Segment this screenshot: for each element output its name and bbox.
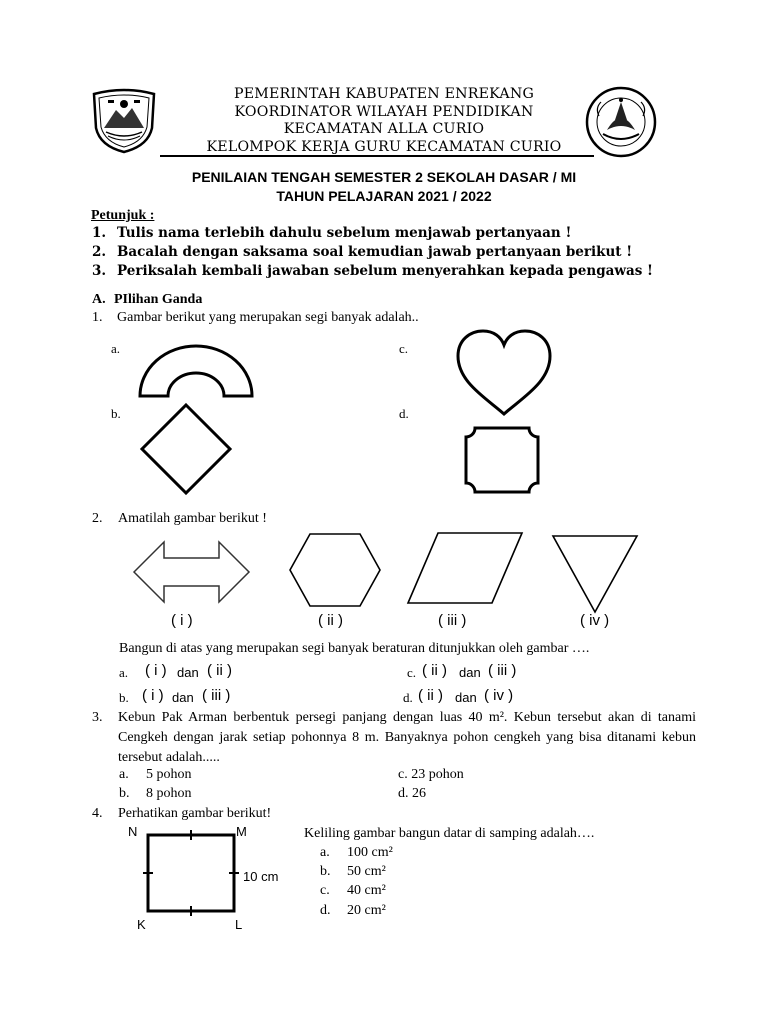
q4-option-d-letter: d.	[320, 903, 331, 918]
q4-corner-k: K	[137, 917, 146, 932]
q2-option-a-second: ( ii )	[207, 662, 232, 679]
q2-option-d-first: ( ii )	[418, 687, 443, 704]
q2-option-a-letter: a.	[119, 665, 129, 680]
q3-option-d: d. 26	[398, 786, 426, 801]
q1-option-b-label: b.	[111, 406, 121, 421]
q1-option-c-heart-shape	[456, 330, 552, 416]
question-4-number: 4.	[92, 806, 103, 821]
letterhead-line-3: KECAMATAN ALLA CURIO	[283, 121, 485, 137]
q4-square-figure	[146, 833, 236, 913]
q3-option-b: 8 pohon	[146, 786, 192, 801]
q4-corner-m: M	[236, 824, 247, 839]
instruction-item: 2. Bacalah dengan saksama soal kemudian jawab pertanyaan berikut !	[92, 244, 633, 260]
letterhead-line-1: PEMERINTAH KABUPATEN ENREKANG	[233, 86, 535, 102]
q4-corner-n: N	[128, 824, 138, 839]
question-3-text: Kebun Pak Arman berbentuk persegi panjang dengan luas 40 m². Kebun tersebut akan di tanami Cengkeh dengan jarak setiap pohonnya 8 m. Banyaknya pohon cengkeh yang bisa ditanami kebun tersebut adalah.....	[118, 710, 696, 765]
q2-option-d-second: ( iv )	[484, 687, 514, 704]
instructions-list	[92, 225, 653, 282]
exam-title: PENILAIAN TENGAH SEMESTER 2 SEKOLAH DASAR / MI	[191, 169, 577, 185]
q2-option-c-letter: c.	[407, 665, 417, 680]
q2-option-a-first: ( i )	[145, 662, 167, 679]
instructions-heading: Petunjuk :	[91, 208, 155, 223]
letterhead	[160, 86, 608, 156]
q4-option-b: 50 cm²	[347, 864, 386, 879]
q3-option-c: c. 23 pohon	[398, 767, 464, 782]
q2-parallelogram-shape	[406, 531, 524, 605]
q2-option-c-first: ( ii )	[422, 662, 447, 679]
q1-option-d-notched-rectangle-shape	[464, 426, 540, 494]
q2-question-text: Bangun di atas yang merupakan segi banyak beraturan ditunjukkan oleh gambar ….	[119, 641, 590, 656]
q1-option-c-label: c.	[399, 341, 409, 356]
section-label: A.	[92, 292, 106, 307]
q4-side-length-label: 10 cm	[243, 869, 279, 884]
q2-option-c-dan: dan	[459, 665, 481, 680]
q1-option-a-label: a.	[111, 341, 121, 356]
q4-option-d: 20 cm²	[347, 903, 386, 918]
question-1-text: Gambar berikut yang merupakan segi banyak adalah..	[117, 310, 419, 325]
q2-figure-label-i: ( i )	[171, 612, 193, 629]
question-2-text: Amatilah gambar berikut !	[118, 511, 267, 526]
q2-inverted-triangle-shape	[551, 534, 639, 614]
q2-figure-label-ii: ( ii )	[318, 612, 343, 629]
q2-option-a-dan: dan	[177, 665, 199, 680]
question-4-text: Perhatikan gambar berikut!	[118, 806, 272, 821]
q1-option-d-label: d.	[399, 406, 409, 421]
q2-option-d-letter: d.	[403, 690, 413, 705]
q4-option-c-letter: c.	[320, 883, 330, 898]
instruction-item: 1. Tulis nama terlebih dahulu sebelum menjawab pertanyaan !	[92, 225, 572, 241]
exam-year: TAHUN PELAJARAN 2021 / 2022	[276, 188, 492, 204]
letterhead-divider	[160, 155, 594, 157]
q1-option-a-arch-shape	[138, 344, 255, 398]
q2-option-b-second: ( iii )	[202, 687, 231, 704]
q1-option-b-diamond-shape	[140, 403, 232, 495]
regency-emblem-logo	[90, 88, 158, 154]
q2-option-c-second: ( iii )	[488, 662, 517, 679]
q4-option-c: 40 cm²	[347, 883, 386, 898]
letterhead-line-4: KELOMPOK KERJA GURU KECAMATAN CURIO	[206, 138, 562, 155]
question-3-number: 3.	[92, 710, 103, 725]
q4-question-text: Keliling gambar bangun datar di samping adalah….	[304, 826, 595, 841]
q2-figure-label-iv: ( iv )	[580, 612, 610, 629]
q3-option-b-letter: b.	[119, 786, 130, 801]
instruction-item: 3. Periksalah kembali jawaban sebelum menyerahkan kepada pengawas !	[92, 263, 653, 279]
letterhead-line-2: KOORDINATOR WILAYAH PENDIDIKAN	[234, 103, 534, 120]
q4-option-a-letter: a.	[320, 845, 330, 860]
q3-option-a-letter: a.	[119, 767, 129, 782]
q2-figure-label-iii: ( iii )	[438, 612, 467, 629]
q3-option-a: 5 pohon	[146, 767, 192, 782]
question-1-number: 1.	[92, 310, 103, 325]
q2-hexagon-shape	[288, 532, 382, 608]
q4-option-a: 100 cm²	[347, 845, 393, 860]
q2-option-d-dan: dan	[455, 690, 477, 705]
q2-double-arrow-shape	[133, 540, 250, 604]
question-2-number: 2.	[92, 511, 103, 526]
q2-option-b-dan: dan	[172, 690, 194, 705]
q4-option-b-letter: b.	[320, 864, 331, 879]
q2-option-b-letter: b.	[119, 690, 129, 705]
q4-corner-l: L	[235, 917, 243, 932]
q2-option-b-first: ( i )	[142, 687, 164, 704]
section-title: PIlihan Ganda	[114, 292, 203, 307]
